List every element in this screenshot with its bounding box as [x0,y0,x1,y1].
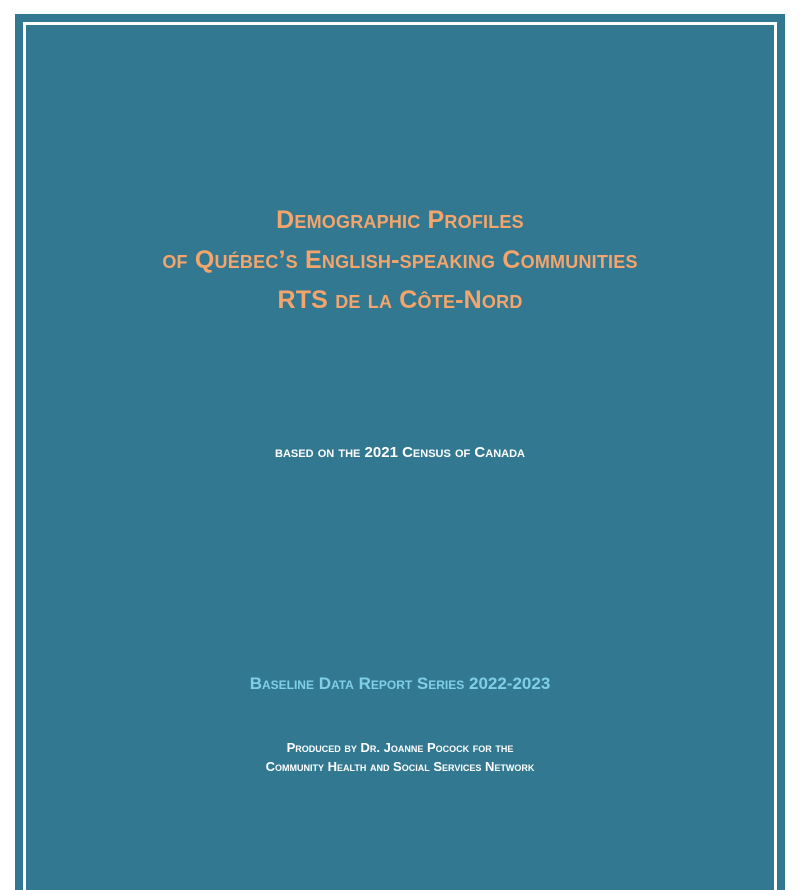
credit-line-1: Produced by Dr. Joanne Pocock for the [286,740,514,755]
report-series: Baseline Data Report Series 2022-2023 [249,674,551,693]
title-line-3: RTS de la Côte-Nord [277,286,523,314]
cover-panel [15,14,785,890]
report-title [15,200,785,320]
title-line-1: Demographic Profiles [276,206,524,234]
report-credit [15,738,785,776]
title-line-2: of Québec’s English-speaking Communities [162,246,638,274]
report-subtitle: based on the 2021 Census of Canada [275,444,525,461]
credit-line-2: Community Health and Social Services Network [265,759,535,774]
